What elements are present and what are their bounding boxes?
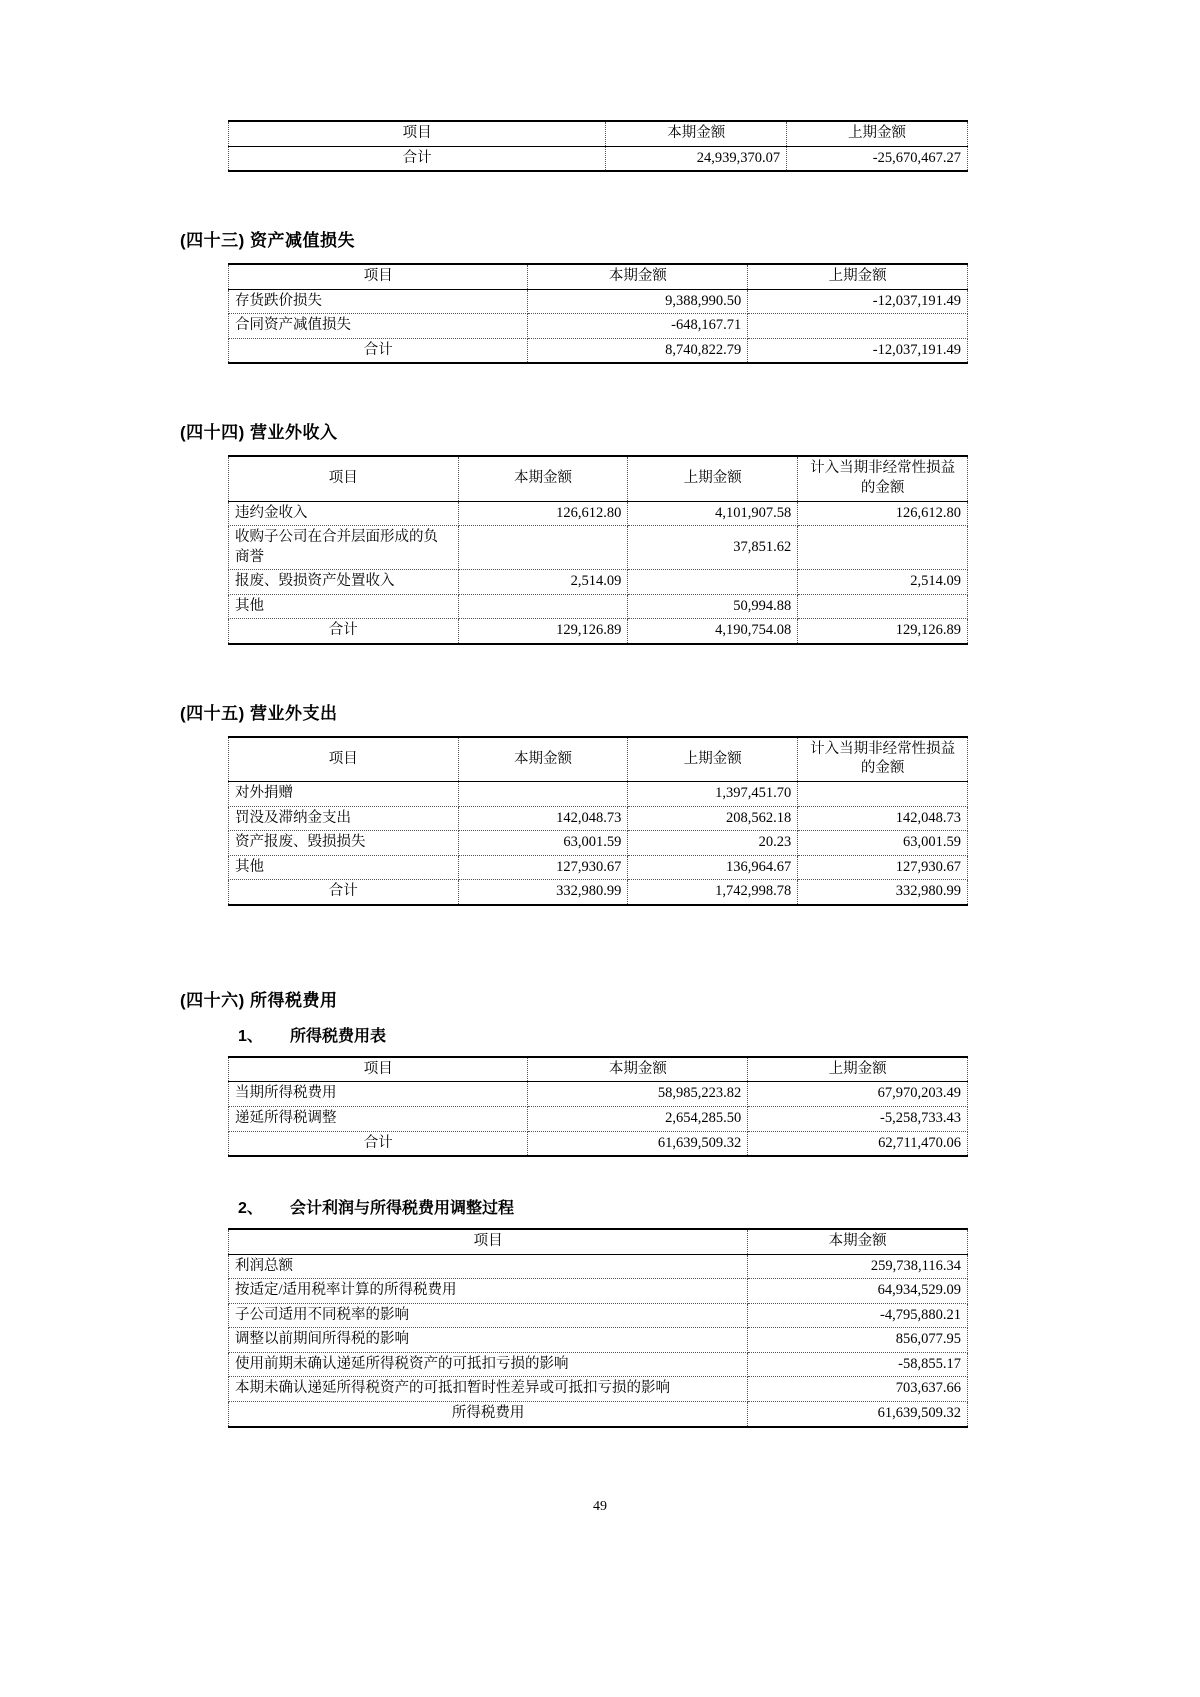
section-45-table-wrap bbox=[180, 736, 1020, 906]
table-row bbox=[229, 1303, 968, 1328]
row-current: 856,077.95 bbox=[748, 1328, 968, 1353]
row-current: -58,855.17 bbox=[748, 1352, 968, 1377]
table-row bbox=[229, 314, 968, 339]
column-header-previous: 上期金额 bbox=[748, 1057, 968, 1082]
row-previous: 136,964.67 bbox=[628, 855, 798, 880]
row-current: 703,637.66 bbox=[748, 1377, 968, 1402]
row-current: 8,740,822.79 bbox=[528, 338, 748, 363]
table-row bbox=[229, 146, 968, 171]
table-header-row bbox=[229, 737, 968, 782]
row-label: 本期未确认递延所得税资产的可抵扣暂时性差异或可抵扣亏损的影响 bbox=[229, 1377, 748, 1402]
table-row bbox=[229, 570, 968, 595]
subsection-number: 1、 bbox=[238, 1027, 263, 1045]
row-current: 58,985,223.82 bbox=[528, 1082, 748, 1107]
table-row bbox=[229, 806, 968, 831]
row-current: 2,654,285.50 bbox=[528, 1106, 748, 1131]
table-row bbox=[229, 1328, 968, 1353]
row-label: 对外捐赠 bbox=[229, 782, 459, 807]
table-row bbox=[229, 880, 968, 905]
table-row bbox=[229, 594, 968, 619]
row-current: -4,795,880.21 bbox=[748, 1303, 968, 1328]
row-label: 合计 bbox=[229, 880, 459, 905]
column-header-current: 本期金额 bbox=[458, 456, 628, 501]
row-label: 利润总额 bbox=[229, 1254, 748, 1279]
section-heading-43: (四十三) 资产减值损失 bbox=[180, 231, 356, 251]
column-header-item: 项目 bbox=[229, 121, 606, 146]
table-row bbox=[229, 1402, 968, 1427]
column-header-item: 项目 bbox=[229, 1057, 528, 1082]
table-row bbox=[229, 526, 968, 570]
table-row bbox=[229, 1377, 968, 1402]
column-header-current: 本期金额 bbox=[528, 1057, 748, 1082]
subsection-title: 所得税费用表 bbox=[290, 1027, 387, 1045]
column-header-nonrecurring: 计入当期非经常性损益的金额 bbox=[798, 737, 968, 782]
section-46-2-table-wrap bbox=[180, 1228, 1020, 1428]
row-nonrecurring: 2,514.09 bbox=[798, 570, 968, 595]
row-label: 当期所得税费用 bbox=[229, 1082, 528, 1107]
column-header-current: 本期金额 bbox=[606, 121, 787, 146]
section-heading-46: (四十六) 所得税费用 bbox=[180, 990, 338, 1010]
row-label: 合同资产减值损失 bbox=[229, 314, 528, 339]
section-43-table-wrap bbox=[180, 263, 1020, 364]
row-current: 61,639,509.32 bbox=[528, 1131, 748, 1156]
table-row bbox=[229, 1131, 968, 1156]
row-nonrecurring bbox=[798, 526, 968, 570]
row-previous: 67,970,203.49 bbox=[748, 1082, 968, 1107]
row-current: 24,939,370.07 bbox=[606, 146, 787, 171]
row-previous: -25,670,467.27 bbox=[787, 146, 968, 171]
row-current: 126,612.80 bbox=[458, 501, 628, 526]
row-label: 递延所得税调整 bbox=[229, 1106, 528, 1131]
subsection-number: 2、 bbox=[238, 1200, 263, 1218]
row-previous: 62,711,470.06 bbox=[748, 1131, 968, 1156]
column-header-previous: 上期金额 bbox=[628, 456, 798, 501]
table-row bbox=[229, 1279, 968, 1304]
row-current: 127,930.67 bbox=[458, 855, 628, 880]
column-header-current: 本期金额 bbox=[458, 737, 628, 782]
row-current: 259,738,116.34 bbox=[748, 1254, 968, 1279]
section-heading-44: (四十四) 营业外收入 bbox=[180, 423, 338, 443]
top-summary-table bbox=[228, 120, 968, 172]
row-nonrecurring: 142,048.73 bbox=[798, 806, 968, 831]
row-label: 罚没及滞纳金支出 bbox=[229, 806, 459, 831]
row-label: 合计 bbox=[229, 1131, 528, 1156]
table-row bbox=[229, 619, 968, 644]
row-label: 其他 bbox=[229, 855, 459, 880]
column-header-item: 项目 bbox=[229, 737, 459, 782]
top-summary-table-wrap bbox=[180, 120, 1020, 172]
row-label: 按适定/适用税率计算的所得税费用 bbox=[229, 1279, 748, 1304]
row-nonrecurring bbox=[798, 782, 968, 807]
row-label: 所得税费用 bbox=[229, 1402, 748, 1427]
column-header-current: 本期金额 bbox=[528, 264, 748, 289]
row-previous: 4,190,754.08 bbox=[628, 619, 798, 644]
row-label: 存货跌价损失 bbox=[229, 289, 528, 314]
row-current: 129,126.89 bbox=[458, 619, 628, 644]
row-previous: 50,994.88 bbox=[628, 594, 798, 619]
page-number: 49 bbox=[593, 1499, 607, 1514]
row-previous: 1,742,998.78 bbox=[628, 880, 798, 905]
row-current bbox=[458, 782, 628, 807]
section-46-1-table-wrap bbox=[180, 1056, 1020, 1157]
row-current bbox=[458, 594, 628, 619]
row-label: 使用前期未确认递延所得税资产的可抵扣亏损的影响 bbox=[229, 1352, 748, 1377]
subsection-heading-46-1 bbox=[180, 1023, 1020, 1046]
row-previous: 20.23 bbox=[628, 831, 798, 856]
section-44-table-wrap bbox=[180, 455, 1020, 645]
row-current: 332,980.99 bbox=[458, 880, 628, 905]
table-row bbox=[229, 1352, 968, 1377]
row-nonrecurring: 129,126.89 bbox=[798, 619, 968, 644]
income-tax-expense-table bbox=[228, 1056, 968, 1157]
table-row bbox=[229, 1082, 968, 1107]
column-header-nonrecurring: 计入当期非经常性损益的金额 bbox=[798, 456, 968, 501]
column-header-previous: 上期金额 bbox=[787, 121, 968, 146]
row-nonrecurring: 332,980.99 bbox=[798, 880, 968, 905]
row-current: -648,167.71 bbox=[528, 314, 748, 339]
table-row bbox=[229, 1254, 968, 1279]
asset-impairment-table bbox=[228, 263, 968, 364]
table-header-row bbox=[229, 121, 968, 146]
row-label: 违约金收入 bbox=[229, 501, 459, 526]
row-label: 调整以前期间所得税的影响 bbox=[229, 1328, 748, 1353]
row-current: 2,514.09 bbox=[458, 570, 628, 595]
table-header-row bbox=[229, 1229, 968, 1254]
row-current: 142,048.73 bbox=[458, 806, 628, 831]
row-current: 9,388,990.50 bbox=[528, 289, 748, 314]
row-label: 收购子公司在合并层面形成的负商誉 bbox=[229, 526, 459, 570]
row-previous: -5,258,733.43 bbox=[748, 1106, 968, 1131]
table-row bbox=[229, 831, 968, 856]
row-nonrecurring: 127,930.67 bbox=[798, 855, 968, 880]
table-header-row bbox=[229, 456, 968, 501]
table-row bbox=[229, 501, 968, 526]
column-header-item: 项目 bbox=[229, 264, 528, 289]
tax-reconciliation-table bbox=[228, 1228, 968, 1428]
row-label: 报废、毁损资产处置收入 bbox=[229, 570, 459, 595]
row-previous: 208,562.18 bbox=[628, 806, 798, 831]
row-label: 其他 bbox=[229, 594, 459, 619]
row-previous bbox=[628, 570, 798, 595]
column-header-current: 本期金额 bbox=[748, 1229, 968, 1254]
row-label: 子公司适用不同税率的影响 bbox=[229, 1303, 748, 1328]
row-nonrecurring bbox=[798, 594, 968, 619]
table-row bbox=[229, 289, 968, 314]
row-label: 合计 bbox=[229, 146, 606, 171]
row-current bbox=[458, 526, 628, 570]
table-row bbox=[229, 782, 968, 807]
row-nonrecurring: 126,612.80 bbox=[798, 501, 968, 526]
row-current: 61,639,509.32 bbox=[748, 1402, 968, 1427]
non-operating-income-table bbox=[228, 455, 968, 645]
row-previous bbox=[748, 314, 968, 339]
row-label: 资产报废、毁损损失 bbox=[229, 831, 459, 856]
row-nonrecurring: 63,001.59 bbox=[798, 831, 968, 856]
row-current: 64,934,529.09 bbox=[748, 1279, 968, 1304]
column-header-previous: 上期金额 bbox=[628, 737, 798, 782]
subsection-title: 会计利润与所得税费用调整过程 bbox=[290, 1200, 515, 1218]
column-header-previous: 上期金额 bbox=[748, 264, 968, 289]
table-row bbox=[229, 855, 968, 880]
table-header-row bbox=[229, 1057, 968, 1082]
row-label: 合计 bbox=[229, 338, 528, 363]
row-previous: -12,037,191.49 bbox=[748, 338, 968, 363]
row-previous: 4,101,907.58 bbox=[628, 501, 798, 526]
row-previous: 37,851.62 bbox=[628, 526, 798, 570]
non-operating-expense-table bbox=[228, 736, 968, 906]
row-current: 63,001.59 bbox=[458, 831, 628, 856]
table-row bbox=[229, 1106, 968, 1131]
table-row bbox=[229, 338, 968, 363]
subsection-heading-46-2 bbox=[180, 1195, 1020, 1218]
row-label: 合计 bbox=[229, 619, 459, 644]
section-heading-45: (四十五) 营业外支出 bbox=[180, 703, 338, 723]
row-previous: 1,397,451.70 bbox=[628, 782, 798, 807]
row-previous: -12,037,191.49 bbox=[748, 289, 968, 314]
table-header-row bbox=[229, 264, 968, 289]
column-header-item: 项目 bbox=[229, 1229, 748, 1254]
column-header-item: 项目 bbox=[229, 456, 459, 501]
